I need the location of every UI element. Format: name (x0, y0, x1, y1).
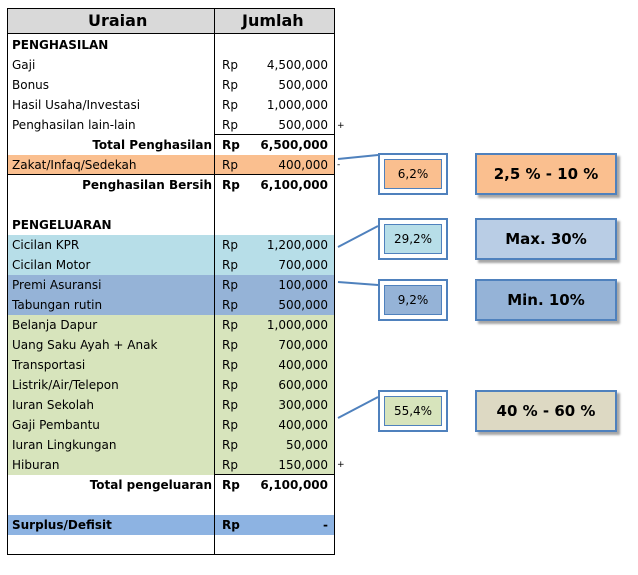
penghasilan-section-row (8, 35, 334, 55)
row-label: Bonus (12, 78, 50, 92)
row-label: Gaji Pembantu (12, 418, 100, 432)
header-uraian: Uraian (88, 11, 148, 30)
row-amount: 300,000 (278, 398, 328, 412)
minus-mark: - (337, 160, 341, 170)
table-row[interactable] (8, 415, 334, 435)
table-row[interactable] (8, 335, 334, 355)
row-label: Listrik/Air/Telepon (12, 378, 119, 392)
row-currency: Rp (222, 418, 238, 432)
row-label: Tabungan rutin (12, 298, 103, 312)
row-currency: Rp (222, 518, 240, 532)
table-row[interactable] (8, 375, 334, 395)
table-row[interactable] (8, 115, 334, 135)
row-amount: 400,000 (278, 358, 328, 372)
guide-range: Min. 10% (507, 291, 585, 309)
guide-zakat (475, 153, 617, 195)
row-currency: Rp (222, 338, 238, 352)
row-currency: Rp (222, 118, 238, 132)
row-currency: Rp (222, 238, 238, 252)
total-pengeluaran-row[interactable] (8, 475, 334, 495)
row-currency: Rp (222, 258, 238, 272)
row-amount: 6,100,000 (260, 478, 328, 492)
row-currency: Rp (222, 458, 238, 472)
row-currency: Rp (222, 358, 238, 372)
guide-range: 40 % - 60 % (496, 402, 596, 420)
row-amount: 700,000 (278, 338, 328, 352)
row-amount: 400,000 (278, 418, 328, 432)
row-currency: Rp (222, 478, 240, 492)
surplus-row[interactable] (8, 515, 334, 535)
table-row[interactable] (8, 315, 334, 335)
row-label: Gaji (12, 58, 36, 72)
callout-inner (384, 396, 442, 426)
guide-range: 2,5 % - 10 % (493, 165, 599, 183)
row-amount: 700,000 (278, 258, 328, 272)
row-label: Transportasi (12, 358, 86, 372)
table-row[interactable] (8, 275, 334, 295)
row-label: Premi Asuransi (12, 278, 102, 292)
row-currency: Rp (222, 58, 238, 72)
row-label: Cicilan Motor (12, 258, 91, 272)
row-currency: Rp (222, 398, 238, 412)
row-amount: 50,000 (286, 438, 328, 452)
row-label: Hiburan (12, 458, 60, 472)
row-label: Cicilan KPR (12, 238, 80, 252)
actual-percent: 9,2% (397, 293, 429, 307)
row-amount: 150,000 (278, 458, 328, 472)
row-amount: 600,000 (278, 378, 328, 392)
row-currency: Rp (222, 78, 238, 92)
row-label: Total pengeluaran (89, 478, 212, 492)
callout-actual-zakat (378, 153, 448, 195)
row-amount: 500,000 (278, 298, 328, 312)
row-amount: 400,000 (278, 158, 328, 172)
column-divider (214, 9, 215, 554)
row-amount: 1,000,000 (266, 98, 328, 112)
row-currency: Rp (222, 178, 240, 192)
plus-mark: + (337, 460, 345, 470)
table-row[interactable] (8, 395, 334, 415)
row-currency: Rp (222, 298, 238, 312)
row-label: Belanja Dapur (12, 318, 98, 332)
row-amount: 500,000 (278, 78, 328, 92)
row-amount: 100,000 (278, 278, 328, 292)
table-row[interactable] (8, 455, 334, 475)
table-row[interactable] (8, 355, 334, 375)
callout-actual-cicilan (378, 218, 448, 260)
table-row[interactable] (8, 235, 334, 255)
sum-line (214, 474, 334, 475)
row-label: Zakat/Infaq/Sedekah (12, 158, 137, 172)
table-row[interactable] (8, 255, 334, 275)
row-label: Hasil Usaha/Investasi (12, 98, 141, 112)
row-label: Surplus/Defisit (12, 518, 112, 532)
callout-actual-rutin (378, 390, 448, 432)
table-row[interactable] (8, 55, 334, 75)
row-currency: Rp (222, 278, 238, 292)
guide-tabungan (475, 279, 617, 321)
table-row[interactable] (8, 295, 334, 315)
row-currency: Rp (222, 438, 238, 452)
callout-actual-tabungan (378, 279, 448, 321)
row-currency: Rp (222, 318, 238, 332)
row-label: Iuran Sekolah (12, 398, 95, 412)
row-currency: Rp (222, 98, 238, 112)
row-label: Iuran Lingkungan (12, 438, 117, 452)
callout-inner (384, 159, 442, 189)
pengeluaran-section-row (8, 215, 334, 235)
section-title-penghasilan: PENGHASILAN (12, 38, 109, 52)
row-amount: 6,500,000 (260, 138, 328, 152)
total-penghasilan-row[interactable] (8, 135, 334, 155)
section-title-pengeluaran: PENGELUARAN (12, 218, 112, 232)
sum-line (214, 134, 334, 135)
table-row[interactable] (8, 435, 334, 455)
penghasilan-bersih-row[interactable] (8, 175, 334, 195)
row-label: Uang Saku Ayah + Anak (12, 338, 158, 352)
budget-table (7, 8, 335, 555)
table-header (8, 9, 334, 34)
guide-range: Max. 30% (505, 230, 587, 248)
row-currency: Rp (222, 378, 238, 392)
actual-percent: 6,2% (397, 167, 429, 181)
actual-percent: 55,4% (393, 404, 433, 418)
guide-rutin (475, 390, 617, 432)
row-amount: 500,000 (278, 118, 328, 132)
plus-mark: + (337, 121, 345, 131)
callout-inner (384, 285, 442, 315)
row-amount: 4,500,000 (266, 58, 328, 72)
row-amount: 1,200,000 (266, 238, 328, 252)
table-row[interactable] (8, 75, 334, 95)
zakat-row[interactable] (8, 155, 334, 175)
row-amount: 1,000,000 (266, 318, 328, 332)
row-amount: 6,100,000 (260, 178, 328, 192)
callout-inner (384, 224, 442, 254)
guide-cicilan (475, 218, 617, 260)
row-label: Penghasilan Bersih (82, 178, 212, 192)
row-currency: Rp (222, 138, 240, 152)
header-jumlah: Jumlah (242, 11, 304, 30)
table-row[interactable] (8, 95, 334, 115)
row-label: Total Penghasilan (92, 138, 212, 152)
actual-percent: 29,2% (393, 232, 433, 246)
row-currency: Rp (222, 158, 238, 172)
sum-line (8, 174, 334, 175)
row-amount: - (323, 518, 328, 532)
row-label: Penghasilan lain-lain (12, 118, 136, 132)
